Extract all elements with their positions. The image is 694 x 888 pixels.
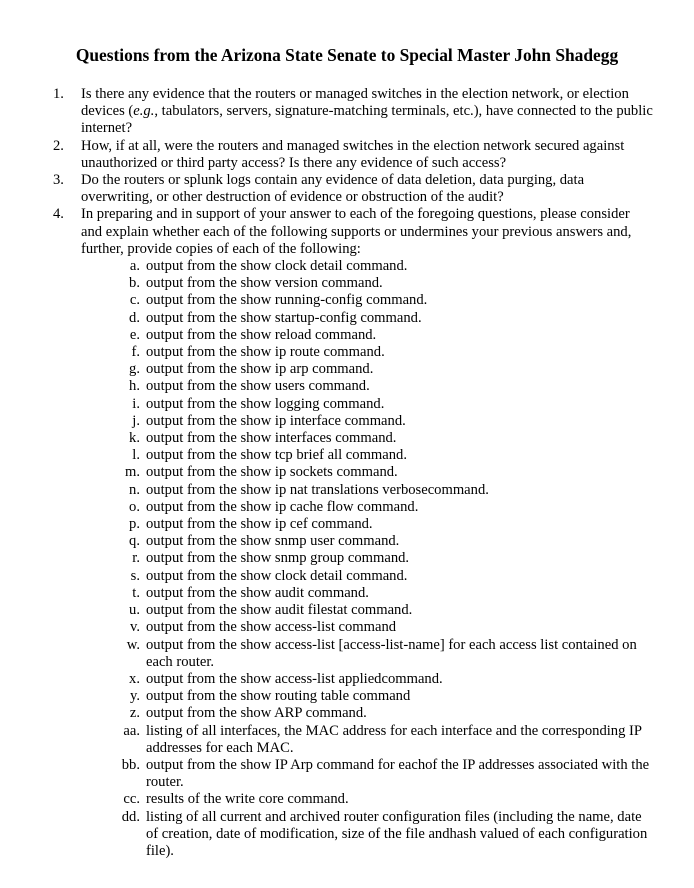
list-item-text: listing of all current and archived router configuration files (including the name, date of creation, date of modification, size of the file andhash valued of each configuration file). <box>146 808 648 859</box>
list-item-text: output from the show access-list [access-list-name] for each access list contained on each router. <box>146 636 637 670</box>
list-item-letter: r. <box>132 550 140 567</box>
sub-item-list <box>81 258 653 860</box>
question-number: 1. <box>53 86 64 102</box>
list-item-text: output from the show ip sockets command. <box>146 464 398 481</box>
question-text-part: , tabulators, servers, signature-matching terminals, etc.), have connected to the public internet? <box>81 103 653 137</box>
list-item <box>81 809 653 861</box>
list-item-text: output from the show reload command. <box>146 326 377 343</box>
question-3 <box>53 172 653 206</box>
list-item-letter: z. <box>129 705 140 722</box>
list-item-text: listing of all interfaces, the MAC address for each interface and the corresponding IP addresses for each MAC. <box>146 722 642 756</box>
list-item <box>81 413 653 430</box>
list-item-text: output from the show IP Arp command for eachof the IP addresses associated with the router. <box>146 756 650 791</box>
list-item-letter: f. <box>131 344 140 361</box>
question-list <box>53 86 653 860</box>
list-item-letter: j. <box>132 412 140 429</box>
list-item-letter: h. <box>129 378 140 395</box>
list-item-text: output from the show ip interface command. <box>146 412 406 429</box>
list-item-text: output from the show tcp brief all command. <box>146 447 408 464</box>
list-item-text: output from the show ip cache flow command. <box>146 498 419 515</box>
list-item-letter: aa. <box>123 722 140 739</box>
list-item-letter: a. <box>129 258 140 275</box>
list-item <box>81 568 653 585</box>
list-item-letter: q. <box>129 533 140 550</box>
list-item <box>81 550 653 567</box>
list-item <box>81 378 653 395</box>
list-item-text: output from the show running-config command. <box>146 292 428 309</box>
question-number: 3. <box>53 172 64 189</box>
list-item <box>81 344 653 361</box>
list-item <box>81 705 653 722</box>
list-item <box>81 533 653 550</box>
list-item <box>81 619 653 636</box>
list-item-letter: b. <box>129 275 140 292</box>
list-item-letter: w. <box>126 636 140 653</box>
list-item-letter: bb. <box>121 756 140 773</box>
list-item <box>81 791 653 808</box>
question-number: 4. <box>53 206 64 223</box>
question-text-part: Is there any evidence that the routers or managed switches in the election network, or election devices ( <box>81 86 629 120</box>
document-title: Questions from the Arizona State Senate to Special Master John Shadegg <box>75 45 619 65</box>
list-item-letter: cc. <box>123 791 140 808</box>
list-item-text: output from the show access-list command <box>146 619 397 636</box>
list-item-letter: y. <box>130 688 140 705</box>
list-item <box>81 327 653 344</box>
list-item-text: output from the show version command. <box>146 275 383 292</box>
list-item <box>81 447 653 464</box>
list-item-letter: dd. <box>121 808 140 825</box>
list-item <box>81 430 653 447</box>
list-item <box>81 757 653 791</box>
list-item-letter: c. <box>129 292 140 309</box>
list-item-text: output from the show routing table command <box>146 688 411 705</box>
list-item <box>81 464 653 481</box>
list-item-text: output from the show ip nat translations verbosecommand. <box>146 481 489 498</box>
list-item-text: output from the show logging command. <box>146 395 385 412</box>
question-4 <box>53 206 653 860</box>
list-item-text: output from the show audit filestat command. <box>146 602 413 619</box>
list-item <box>81 723 653 757</box>
list-item <box>81 396 653 413</box>
list-item-letter: d. <box>129 309 140 326</box>
list-item <box>81 292 653 309</box>
question-text: How, if at all, were the routers and managed switches in the election network secured against unauthorized or third party access? Is there any evidence of such access? <box>81 137 625 171</box>
question-number: 2. <box>53 137 64 154</box>
list-item-text: output from the show snmp user command. <box>146 533 400 550</box>
list-item-letter: m. <box>125 464 140 481</box>
list-item <box>81 637 653 671</box>
list-item-text: output from the show clock detail command. <box>146 567 408 584</box>
list-item <box>81 516 653 533</box>
question-text: Do the routers or splunk logs contain any evidence of data deletion, data purging, data overwriting, or other destruction of evidence or obstruction of the audit? <box>81 172 585 206</box>
list-item <box>81 258 653 275</box>
list-item-text: output from the show ip route command. <box>146 344 385 361</box>
list-item-letter: s. <box>130 567 140 584</box>
list-item-letter: u. <box>129 602 140 619</box>
list-item-text: output from the show users command. <box>146 378 370 395</box>
list-item-text: output from the show ARP command. <box>146 705 367 722</box>
question-text: In preparing and in support of your answer to each of the foregoing questions, please consider and explain whether each of the following supports or undermines your previous answers and, further, provide copies of each of the following: <box>81 206 632 257</box>
list-item-letter: l. <box>132 447 140 464</box>
list-item-text: output from the show startup-config command. <box>146 309 422 326</box>
list-item-letter: e. <box>129 326 140 343</box>
list-item <box>81 361 653 378</box>
list-item-text: output from the show access-list appliedcommand. <box>146 670 443 687</box>
list-item-letter: t. <box>132 584 140 601</box>
list-item-text: output from the show ip arp command. <box>146 361 374 378</box>
list-item <box>81 602 653 619</box>
list-item <box>81 275 653 292</box>
list-item-text: output from the show interfaces command. <box>146 430 397 447</box>
question-2 <box>53 138 653 172</box>
list-item-letter: n. <box>129 481 140 498</box>
list-item-text: output from the show audit command. <box>146 584 369 601</box>
list-item <box>81 688 653 705</box>
list-item-letter: k. <box>129 430 140 447</box>
list-item <box>81 585 653 602</box>
list-item <box>81 310 653 327</box>
list-item-text: output from the show ip cef command. <box>146 516 373 533</box>
list-item-letter: v. <box>130 619 140 636</box>
list-item-text: results of the write core command. <box>146 791 349 808</box>
list-item-letter: x. <box>129 670 140 687</box>
list-item-text: output from the show clock detail command. <box>146 258 408 275</box>
list-item <box>81 482 653 499</box>
list-item-text: output from the show snmp group command. <box>146 550 410 567</box>
question-text-emphasis: e.g. <box>133 103 155 120</box>
list-item-letter: g. <box>129 361 140 378</box>
list-item <box>81 671 653 688</box>
list-item <box>81 499 653 516</box>
question-1 <box>53 86 653 138</box>
list-item-letter: i. <box>132 395 140 412</box>
list-item-letter: p. <box>129 516 140 533</box>
list-item-letter: o. <box>129 498 140 515</box>
